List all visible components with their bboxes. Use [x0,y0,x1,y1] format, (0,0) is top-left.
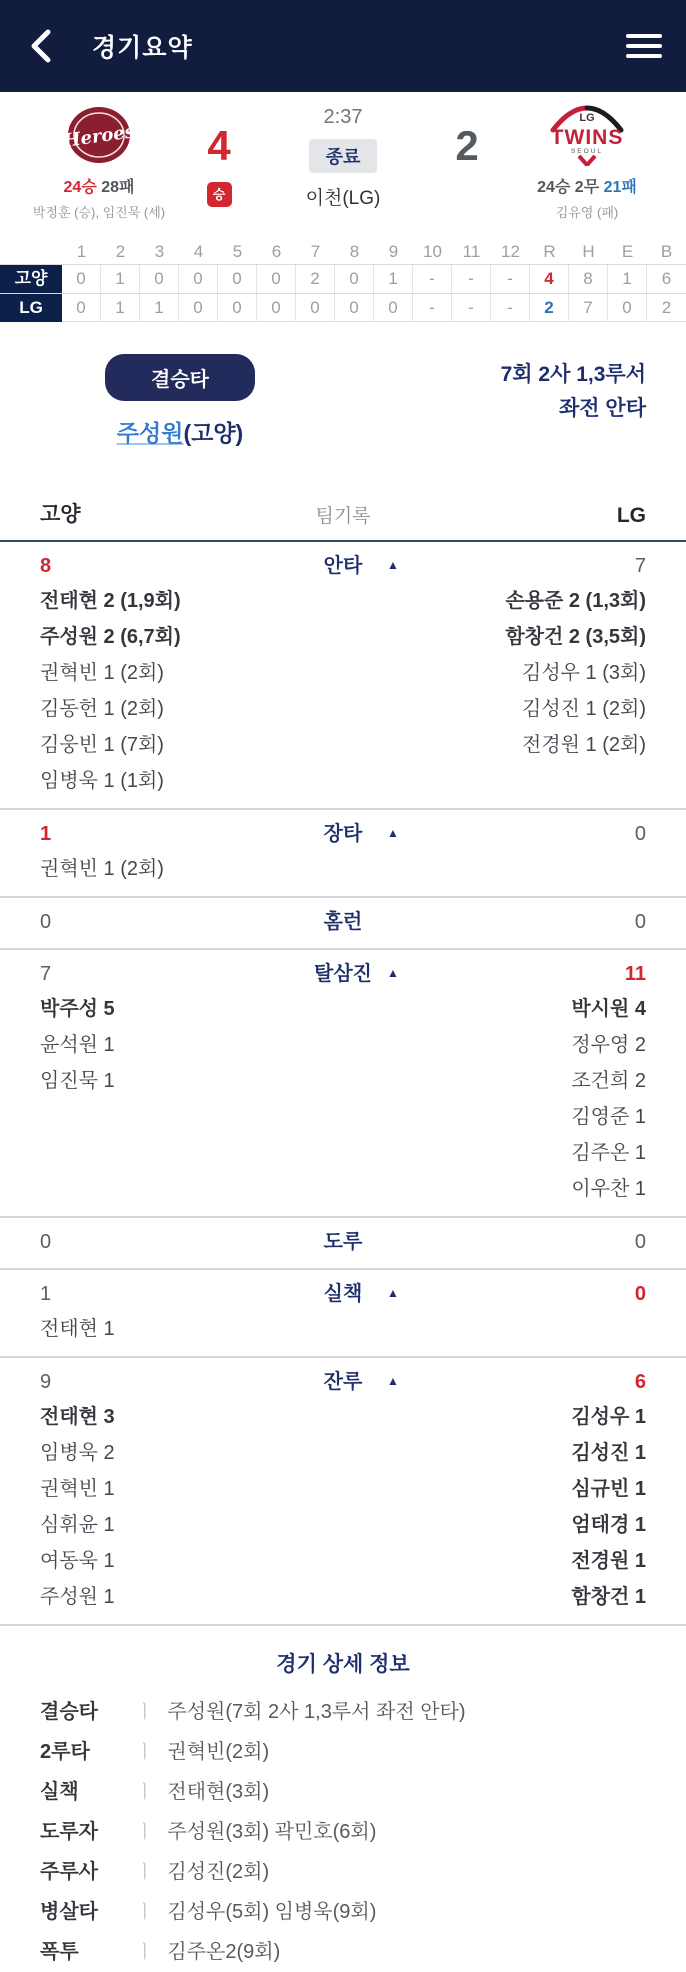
innings-col-header: H [582,242,595,261]
player-line: 전태현 3 [40,1406,115,1428]
detail-separator: ㅣ [136,1942,154,1962]
inning-cell: 6 [661,269,672,288]
detail-row [40,1932,646,1972]
triangle-up-icon: ▲ [387,1374,399,1388]
stat-group [0,898,686,950]
player-line: 심휘윤 1 [40,1514,115,1536]
stat-left-players [40,1311,115,1347]
detail-separator: ㅣ [136,1862,154,1882]
lg-twins-logo [537,104,637,166]
stat-group-head [0,957,686,991]
inning-cell: 0 [62,265,101,293]
innings-team-row [0,264,686,293]
stat-group [0,1218,686,1270]
detail-label: 도루자 [40,1821,98,1843]
player-line: 임병욱 2 [40,1442,115,1464]
home-score-block [436,104,498,221]
innings-col-header: 7 [310,242,321,261]
innings-header-row [0,239,686,264]
team-stats-rows [0,542,686,1626]
stat-right-players [505,583,646,799]
player-line: 박주성 5 [40,998,115,1020]
inning-cell: 0 [296,294,335,322]
inning-cell: 4 [530,265,569,293]
stat-group-body [0,1399,686,1615]
stat-group-body [0,583,686,799]
inning-cell: - [452,294,491,322]
stat-right-value: 11 [624,963,646,985]
stat-group-head [0,905,686,939]
inning-cell: 0 [374,294,413,322]
stat-group-head [0,817,686,851]
detail-value: 김성진(2회) [167,1861,270,1883]
stat-group [0,1358,686,1626]
game-details-section [0,1648,686,1972]
detail-row [40,1892,646,1932]
innings-col-header: R [543,242,556,261]
svg-text:TWINS: TWINS [550,126,624,149]
inning-cell: - [452,265,491,293]
player-line: 심규빈 1 [571,1478,646,1500]
stat-category: 홈런 [323,911,363,933]
player-line: 전태현 2 (1,9회) [40,590,181,612]
detail-value: 권혁빈(2회) [167,1741,270,1763]
innings-col-header: 12 [501,242,520,261]
triangle-up-icon: ▲ [387,1286,399,1300]
player-line: 임병욱 1 (1회) [40,770,164,792]
player-line: 김영준 1 [571,1106,646,1128]
inning-cell: 2 [661,298,672,317]
player-line: 이우찬 1 [571,1178,646,1200]
innings-team-row [0,293,686,322]
stats-header-away: 고양 [40,503,81,526]
back-button[interactable] [24,29,58,63]
innings-col-header: 3 [154,242,165,261]
stat-right-value: 6 [634,1371,646,1393]
player-line: 김동헌 1 (2회) [40,698,164,720]
inning-cell: 0 [335,265,374,293]
inning-cell: 0 [218,265,257,293]
inning-cell: 0 [140,265,179,293]
inning-cell: - [413,294,452,322]
stat-left-value: 7 [40,963,52,985]
stat-right-value: 0 [634,1283,646,1305]
innings-corner-cell [0,239,62,264]
inning-cell: 1 [101,265,140,293]
home-pitchers: 김유영 (패) [555,205,619,220]
venue: 이천(LG) [305,188,381,209]
player-line: 함창건 2 (3,5회) [505,626,646,648]
winning-hit-player-line: 주성원(고양) [116,420,244,446]
svg-text:LG: LG [579,112,595,124]
stat-category: 탈삼진 [314,963,372,985]
detail-separator: ㅣ [136,1822,154,1842]
innings-col-header: 2 [115,242,126,261]
player-line: 주성원 2 (6,7회) [40,626,181,648]
detail-row [40,1732,646,1772]
triangle-up-icon: ▲ [387,558,399,572]
winning-hit-description: 7회 2사 1,3루서 좌전 안타 [500,363,646,420]
detail-value: 전태현(3회) [167,1781,270,1803]
innings-col-header: 1 [76,242,87,261]
stats-header-home: LG [616,504,646,527]
detail-label: 실책 [40,1781,79,1803]
game-details-title: 경기 상세 정보 [276,1653,410,1676]
detail-label: 폭투 [40,1941,79,1963]
player-line: 정우영 2 [571,1034,646,1056]
player-line: 조건희 2 [571,1070,646,1092]
app-bar [0,0,686,92]
away-team-block [10,104,188,221]
player-line: 권혁빈 1 (2회) [40,858,164,880]
stat-left-players [40,851,164,887]
scoreboard [0,92,686,225]
winning-hit-badge: 결승타 [105,354,255,401]
player-line: 손용준 2 (1,3회) [505,590,646,612]
stat-group [0,542,686,810]
stat-group [0,1270,686,1358]
heroes-logo [57,104,141,166]
stat-category: 장타 [323,823,363,845]
inning-cell: 1 [608,265,647,293]
stat-group-head [0,1277,686,1311]
home-team-block [498,104,676,221]
inning-cell: 8 [569,265,608,293]
detail-label: 병살타 [40,1901,98,1923]
stat-category: 안타 [323,555,363,577]
stat-group-head [0,549,686,583]
stat-left-value: 1 [40,1283,52,1305]
inning-cell: 1 [374,265,413,293]
stat-left-players [40,583,181,799]
player-line: 여동욱 1 [40,1550,115,1572]
stat-category: 도루 [323,1231,363,1253]
away-pitchers: 박정훈 (승), 임진묵 (세) [32,205,166,220]
stat-group [0,810,686,898]
stat-group-head [0,1365,686,1399]
team-stats-header [0,498,686,542]
detail-separator: ㅣ [136,1902,154,1922]
stat-group [0,950,686,1218]
inning-cell: 0 [62,294,101,322]
innings-col-header: 10 [423,242,442,261]
innings-col-header: B [660,242,673,261]
detail-value: 김성우(5회) 임병욱(9회) [167,1901,377,1923]
triangle-up-icon: ▲ [387,966,399,980]
stat-left-value: 1 [40,823,52,845]
player-line: 김성우 1 (3회) [522,662,646,684]
stat-group-head [0,1225,686,1259]
svg-text:Heroes: Heroes [62,121,137,152]
home-team-record: 24승 2무 21패 [537,179,637,196]
chevron-left-icon [30,29,52,63]
inning-cell: 0 [257,265,296,293]
triangle-up-icon: ▲ [387,826,399,840]
page-title: 경기요약 [92,34,193,62]
stat-right-players [571,991,646,1207]
stat-right-players [571,1399,646,1615]
inning-cell: 0 [179,265,218,293]
player-line: 김성진 1 (2회) [522,698,646,720]
inning-cell: 1 [140,294,179,322]
away-team-record: 24승 28패 [63,179,135,196]
hamburger-menu-icon[interactable] [626,34,662,58]
winning-hit-section [0,354,686,464]
inning-cell: 0 [335,294,374,322]
detail-row [40,1852,646,1892]
inning-cell: - [491,294,530,322]
stats-header-title: 팀기록 [315,506,371,527]
player-line: 임진묵 1 [40,1070,115,1092]
detail-label: 결승타 [40,1701,98,1723]
detail-row [40,1692,646,1732]
inning-cell: 0 [608,294,647,322]
stat-right-value: 7 [634,555,646,577]
detail-separator: ㅣ [136,1782,154,1802]
heroes-logo-icon [57,104,141,166]
player-line: 김주온 1 [571,1142,646,1164]
innings-col-header: 4 [193,242,204,261]
detail-row [40,1812,646,1852]
innings-col-header: 6 [271,242,282,261]
player-line: 전경원 1 (2회) [522,734,646,756]
lg-twins-logo-icon [537,104,637,166]
player-line: 권혁빈 1 (2회) [40,662,164,684]
inning-cell: 0 [218,294,257,322]
home-score: 2 [455,122,479,169]
innings-table [0,239,686,322]
stat-right-value: 0 [634,823,646,845]
innings-team-label: 고양 [0,265,62,293]
inning-cell: 7 [569,294,608,322]
player-line: 김웅빈 1 (7회) [40,734,164,756]
stat-right-value: 0 [634,911,646,933]
stat-left-value: 9 [40,1371,52,1393]
detail-value: 주성원(3회) 곽민호(6회) [167,1821,377,1843]
stat-group-body [0,851,686,887]
innings-col-header: 5 [232,242,243,261]
stat-left-value: 0 [40,1231,52,1253]
inning-cell: - [413,265,452,293]
detail-value: 주성원(7회 2사 1,3루서 좌전 안타) [167,1701,466,1723]
winning-hit-player-link[interactable]: 주성원 [116,420,184,446]
player-line: 권혁빈 1 [40,1478,115,1500]
inning-cell: - [491,265,530,293]
stat-category: 잔루 [323,1371,363,1393]
game-details-list [0,1692,686,1972]
innings-col-header: 8 [349,242,360,261]
player-line: 김성진 1 [571,1442,646,1464]
game-info-block [250,104,436,221]
detail-value: 김주온2(9회) [167,1941,281,1963]
innings-col-header: E [621,242,634,261]
detail-separator: ㅣ [136,1742,154,1762]
svg-text:SEOUL: SEOUL [570,148,604,155]
game-duration: 2:37 [323,106,363,128]
detail-separator: ㅣ [136,1702,154,1722]
stat-left-players [40,991,115,1207]
player-line: 박시원 4 [571,998,646,1020]
innings-col-header: 11 [462,242,481,261]
player-line: 주성원 1 [40,1586,115,1608]
team-stats-section [0,498,686,1626]
player-line: 전경원 1 [571,1550,646,1572]
stat-right-value: 0 [634,1231,646,1253]
inning-cell: 1 [101,294,140,322]
innings-col-header: 9 [388,242,399,261]
detail-row [40,1772,646,1812]
player-line: 윤석원 1 [40,1034,115,1056]
away-score-block [188,104,250,221]
inning-cell: 0 [179,294,218,322]
game-status-badge: 종료 [309,139,378,173]
inning-cell: 2 [296,265,335,293]
stat-left-value: 8 [40,555,52,577]
stat-group-body [0,1311,686,1347]
win-badge: 승 [207,182,232,207]
stat-left-value: 0 [40,911,52,933]
detail-label: 주루사 [40,1861,98,1883]
stat-group-body [0,991,686,1207]
stat-left-players [40,1399,115,1615]
inning-cell: 2 [530,294,569,322]
player-line: 김성우 1 [571,1406,646,1428]
detail-label: 2루타 [40,1741,90,1763]
stat-category: 실책 [323,1283,363,1305]
player-line: 전태현 1 [40,1318,115,1340]
player-line: 함창건 1 [571,1586,646,1608]
inning-cell: 0 [257,294,296,322]
away-score: 4 [207,122,231,169]
player-line: 엄태경 1 [571,1514,646,1536]
innings-team-label: LG [0,294,62,322]
